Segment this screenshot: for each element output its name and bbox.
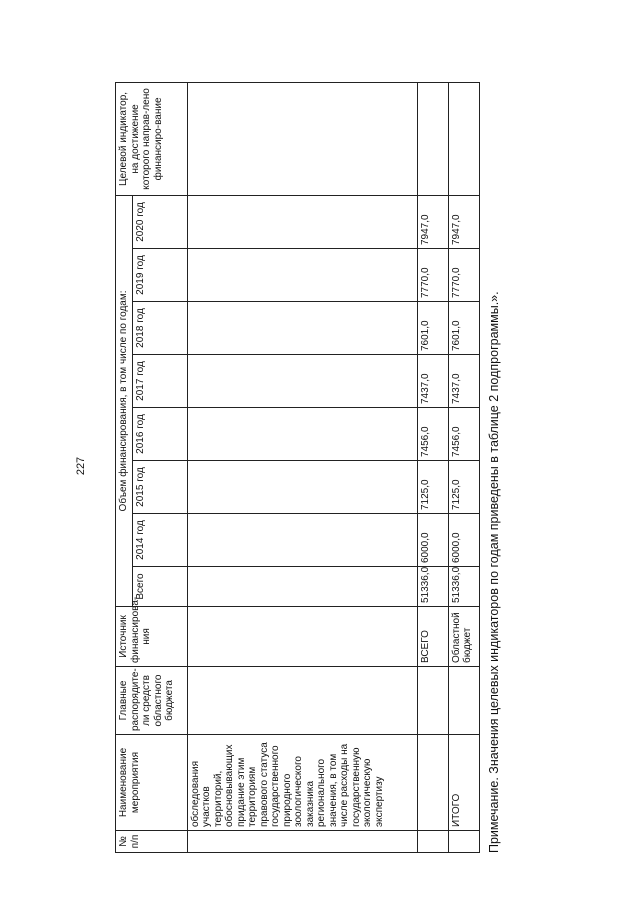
cell-main-manager [187, 667, 417, 735]
cell-year: 7437,0 [417, 355, 448, 408]
cell-year: 7947,0 [417, 195, 448, 248]
cell-year [187, 461, 417, 514]
cell-source: Областной бюджет [448, 607, 479, 667]
cell-year: 7770,0 [448, 249, 479, 302]
header-year: 2020 год [132, 195, 187, 248]
footnote: Примечание. Значения целевых индикаторов по годам приведены в таблице 2 подпрограммы.». [487, 291, 501, 853]
table-row-total [417, 82, 448, 852]
cell-indicator [448, 82, 479, 195]
header-year: 2015 год [132, 461, 187, 514]
cell-year: 7456,0 [448, 408, 479, 461]
cell-main-manager [448, 667, 479, 735]
cell-year: 7770,0 [417, 249, 448, 302]
cell-year: 7125,0 [417, 461, 448, 514]
cell-year [187, 249, 417, 302]
cell-year [187, 195, 417, 248]
header-volume: Объем финансирования, в том числе по годам: [116, 195, 133, 606]
table-row [187, 82, 417, 852]
table-row-itogo [448, 82, 479, 852]
cell-year [187, 514, 417, 567]
cell-year: 7947,0 [448, 195, 479, 248]
cell-year: 7125,0 [448, 461, 479, 514]
cell-year: 7456,0 [417, 408, 448, 461]
header-year: 2018 год [132, 302, 187, 355]
header-total: Всего [132, 567, 187, 607]
cell-main-manager [417, 667, 448, 735]
cell-indicator [187, 82, 417, 195]
rotated-page-content [115, 83, 505, 853]
cell-name: ИТОГО [448, 735, 479, 831]
cell-year [187, 355, 417, 408]
header-source: Источник финансирова-ния [116, 607, 188, 667]
header-no: № п/п [116, 831, 188, 853]
cell-total [187, 567, 417, 607]
header-year: 2019 год [132, 249, 187, 302]
cell-no [417, 831, 448, 853]
cell-year [187, 302, 417, 355]
cell-source: ВСЕГО [417, 607, 448, 667]
cell-source [187, 607, 417, 667]
cell-year: 6000,0 [417, 514, 448, 567]
cell-no [448, 831, 479, 853]
cell-year [187, 408, 417, 461]
cell-year: 7437,0 [448, 355, 479, 408]
financing-table [115, 82, 480, 853]
cell-name [417, 735, 448, 831]
cell-no [187, 831, 417, 853]
header-main-manager: Главные распорядите-ли средств областного бюджета [116, 667, 188, 735]
header-year: 2016 год [132, 408, 187, 461]
page-number: 227 [75, 456, 88, 476]
header-name: Наименование мероприятия [116, 735, 188, 831]
cell-year: 7601,0 [417, 302, 448, 355]
cell-indicator [417, 82, 448, 195]
header-year: 2014 год [132, 514, 187, 567]
header-indicator: Целевой индикатор, на достижение которого направ-лено финансиро-вание [116, 82, 188, 195]
cell-name: обследования участков территорий, обосновывающих придание этим территориям правового статуса государственного природного зоологического заказника регионального значения, в том числе расходы на государственную экологическую экспертизу [187, 735, 417, 831]
cell-total: 51336,0 [448, 567, 479, 607]
header-year: 2017 год [132, 355, 187, 408]
cell-total: 51336,0 [417, 567, 448, 607]
cell-year: 6000,0 [448, 514, 479, 567]
cell-year: 7601,0 [448, 302, 479, 355]
